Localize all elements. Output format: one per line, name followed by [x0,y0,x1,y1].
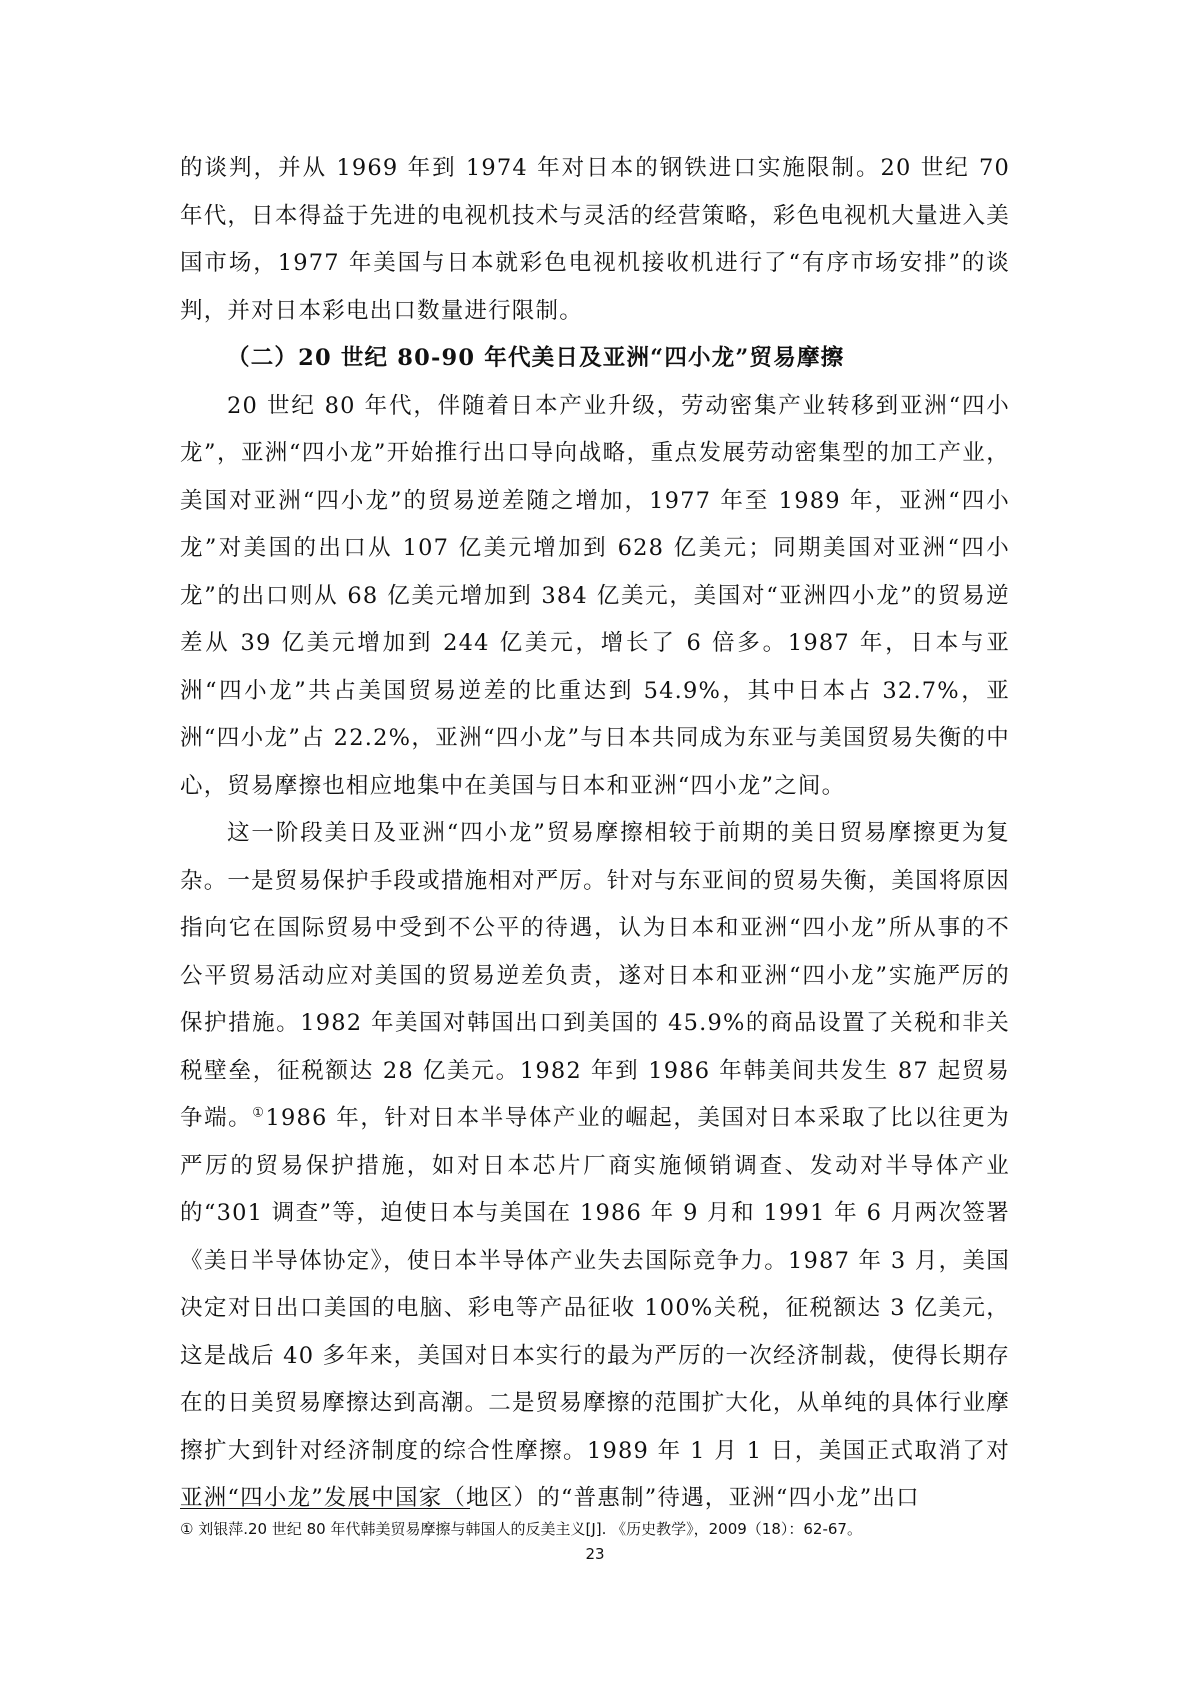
body-text [180,145,1010,1523]
paragraph-3-part-1: 这一阶段美日及亚洲“四小龙”贸易摩擦相较于前期的美日贸易摩擦更为复杂。一是贸易保护手段或措施相对严厉。针对与东亚间的贸易失衡，美国将原因指向它在国际贸易中受到不公平的待遇，认为日本和亚洲“四小龙”所从事的不公平贸易活动应对美国的贸易逆差负责，遂对日本和亚洲“四小龙”实施严厉的保护措施。1982 年美国对韩国出口到美国的 45.9%的商品设置了关税和非关税壁垒，征税额达 28 亿美元。1982 年到 1986 年韩美间共发生 87 起贸易争端。 [180,820,1010,1131]
paragraph-2: 20 世纪 80 年代，伴随着日本产业升级，劳动密集产业转移到亚洲“四小龙”，亚洲“四小龙”开始推行出口导向战略，重点发展劳动密集型的加工产业，美国对亚洲“四小龙”的贸易逆差随之增加，1977 年至 1989 年，亚洲“四小龙”对美国的出口从 107 亿美元增加到 628 亿美元；同期美国对亚洲“四小龙”的出口则从 68 亿美元增加到 384 亿美元，美国对“亚洲四小龙”的贸易逆差从 39 亿美元增加到 244 亿美元，增长了 6 倍多。1987 年，日本与亚洲“四小龙”共占美国贸易逆差的比重达到 54.9%，其中日本占 32.7%，亚洲“四小龙”占 22.2%，亚洲“四小龙”与日本共同成为东亚与美国贸易失衡的中心，贸易摩擦也相应地集中在美国与日本和亚洲“四小龙”之间。 [180,392,1010,799]
page-number: 23 [585,1545,605,1563]
footnote-divider [180,1508,470,1509]
paragraph-3-part-2: 1986 年，针对日本半导体产业的崛起，美国对日本采取了比以往更为严厉的贸易保护措施，如对日本芯片厂商实施倾销调查、发动对半导体产业的“301 调查”等，迫使日本与美国在 1986 年 9 月和 1991 年 6 月两次签署《美日半导体协定》，使日本半导体产业失去国际竞争力。1987 年 3 月，美国决定对日出口美国的电脑、彩电等产品征收 100%关税，征税额达 3 亿美元，这是战后 40 多年来，美国对日本实行的最为严厉的一次经济制裁，使得长期存在的日美贸易摩擦达到高潮。二是贸易摩擦的范围扩大化，从单纯的具体行业摩擦扩大到针对经济制度的综合性摩擦。1989 年 1 月 1 日，美国正式取消了对亚洲“四小龙”发展中国家（地区）的“普惠制”待遇，亚洲“四小龙”出口 [180,1105,1010,1511]
footnote: ① 刘银萍.20 世纪 80 年代韩美贸易摩擦与韩国人的反美主义[J]. 《历史教学》，2009（18）：62-67。 [180,1520,862,1538]
paragraph-3 [180,810,1010,1523]
section-heading: （二）20 世纪 80-90 年代美日及亚洲“四小龙”贸易摩擦 [227,345,845,371]
paragraph-1: 的谈判，并从 1969 年到 1974 年对日本的钢铁进口实施限制。20 世纪 70 年代，日本得益于先进的电视机技术与灵活的经营策略，彩色电视机大量进入美国市场，1977 年美国与日本就彩色电视机接收机进行了“有序市场安排”的谈判，并对日本彩电出口数量进行限制。 [180,155,1010,324]
footnote-reference[interactable]: ① [252,1105,266,1121]
